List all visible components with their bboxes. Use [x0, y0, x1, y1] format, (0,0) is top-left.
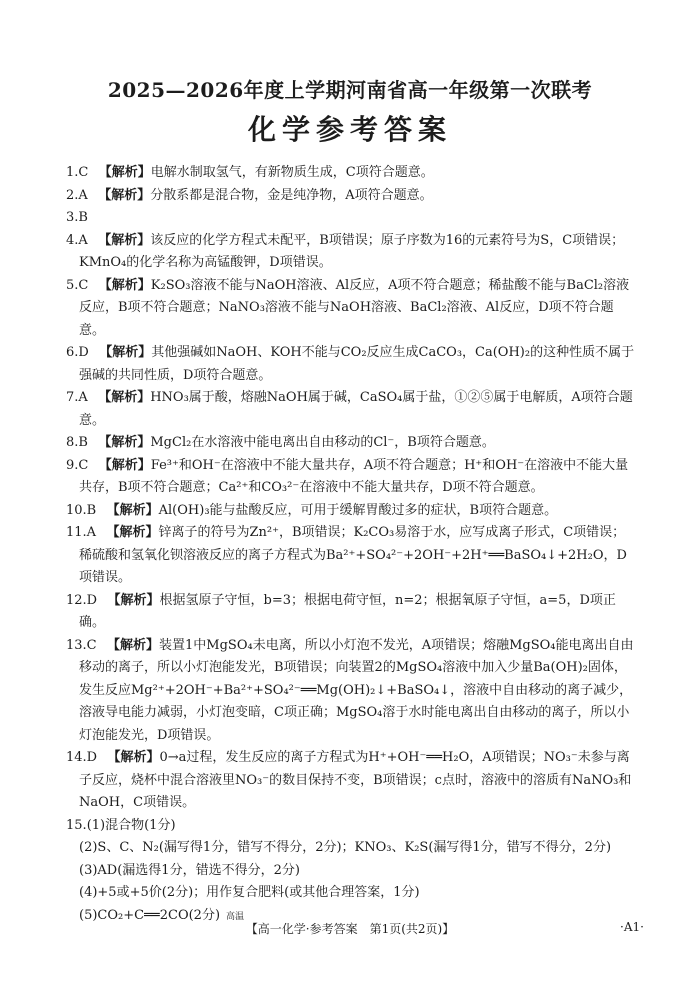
answer-item [66, 815, 636, 838]
answer-text: 锌离子的符号为Zn²⁺，B项错误；K₂CO₃易溶于水，应写成离子形式，C项错误；稀硫酸和氢氧化钡溶液反应的离子方程式为Ba²⁺+SO₄²⁻+2OH⁻+2H⁺══BaSO₄↓+2H₂O，D项错误。 [79, 525, 627, 585]
analysis-tag: 【解析】 [106, 525, 159, 540]
answer-number: 6.D [66, 345, 89, 360]
answer-text: Al(OH)₃能与盐酸反应，可用于缓解胃酸过多的症状，B项符合题意。 [158, 502, 558, 518]
analysis-tag: 【解析】 [107, 750, 160, 765]
analysis-tag: 【解析】 [98, 165, 151, 180]
analysis-tag: 【解析】 [98, 232, 151, 248]
answer-text: HNO₃属于酸，熔融NaOH属于碱，CaSO₄属于盐，①②⑤属于电解质，A项符合题意。 [79, 390, 633, 428]
answer-text: 电解水制取氢气，有新物质生成，C项符合题意。 [150, 165, 434, 180]
answer-number: 7.A [66, 390, 88, 405]
answer-text: (1)混合物(1分) [86, 817, 176, 833]
answer-text: MgCl₂在水溶液中能电离出自由移动的Cl⁻，B项符合题意。 [150, 435, 495, 450]
exam-title: 2025—2026年度上学期河南省高一年级第一次联考 [107, 78, 593, 102]
answer-item [66, 162, 636, 185]
answer-number: 5.C [66, 277, 89, 293]
answer-item [66, 207, 636, 230]
answer-item [66, 590, 636, 635]
answer-text: Fe³⁺和OH⁻在溶液中不能大量共存，A项不符合题意；H⁺和OH⁻在溶液中不能大量共存，B项不符合题意；Ca²⁺和CO₃²⁻在溶液中不能大量共存，D项不符合题意。 [79, 457, 629, 495]
sub-answer: (3)AD(漏选得1分，错选不得分，2分) [79, 862, 300, 878]
page-footer: 【高一化学·参考答案 第1页(共2页)】 [245, 922, 455, 936]
answer-number: 4.A [66, 232, 88, 248]
answer-number: 1.C [66, 165, 89, 180]
answer-number: 12.D [66, 592, 98, 608]
answer-heading: 化学参考答案 [247, 113, 452, 146]
answer-text: 装置1中MgSO₄未电离，所以小灯泡不发光，A项错误；熔融MgSO₄能电离出自由移动的离子，所以小灯泡能发光，B项错误；向装置2的MgSO₄溶液中加入少量Ba(OH)₂固体，发生反应Mg²⁺+2OH⁻+Ba²⁺+SO₄²⁻══Mg(OH)₂↓+BaSO₄↓，溶液中自由移动的离子减少，溶液导电能力减弱，小灯泡变暗，C项正确；MgSO₄溶于水时能电离出自由移动的离子，所以小灯泡能发光，D项错误。 [79, 637, 634, 743]
analysis-tag: 【解析】 [106, 502, 159, 518]
answer-number: 8.B [66, 435, 88, 450]
answer-list [66, 162, 636, 928]
answer-item [66, 500, 636, 523]
answer-item [66, 522, 636, 590]
answer-item [66, 387, 636, 432]
analysis-tag: 【解析】 [107, 592, 160, 608]
reaction-condition: 高温 [226, 911, 245, 922]
answer-number: 14.D [66, 750, 98, 765]
answer-number: 10.B [66, 502, 97, 518]
answer-number: 2.A [66, 187, 88, 203]
answer-text: 该反应的化学方程式未配平，B项错误；原子序数为16的元素符号为S，C项错误；KMnO₄的化学名称为高锰酸钾，D项错误。 [79, 232, 625, 270]
analysis-tag: 【解析】 [98, 457, 151, 473]
answer-number: 9.C [66, 457, 89, 473]
answer-text: K₂SO₃溶液不能与NaOH溶液、Al反应，A项不符合题意；稀盐酸不能与BaCl₂溶液反应，B项不符合题意；NaNO₃溶液不能与NaOH溶液、BaCl₂溶液、Al反应，D项不符合题意。 [79, 277, 630, 338]
answer-number: 11.A [66, 525, 97, 540]
answer-number: 3.B [66, 210, 88, 225]
answer-number: 15. [66, 817, 87, 833]
sub-answer: (4)+5或+5价(2分)；用作复合肥料(或其他合理答案，1分) [79, 885, 420, 900]
equation-text: (5)CO₂+C══2CO(2分) [79, 907, 221, 923]
answer-item [66, 275, 636, 343]
answer-item [66, 635, 636, 748]
analysis-tag: 【解析】 [98, 435, 151, 450]
answer-text: 分散系都是混合物，金是纯净物，A项符合题意。 [150, 187, 433, 203]
answer-number: 13.C [66, 637, 97, 653]
answer-item [66, 342, 636, 387]
answer-item [66, 455, 636, 500]
answer-text: 0→a过程，发生反应的离子方程式为H⁺+OH⁻══H₂O，A项错误；NO₃⁻未参与离子反应，烧杯中混合溶液里NO₃⁻的数目保持不变，B项错误；c点时，溶液中的溶质有NaNO₃和NaOH，C项错误。 [79, 750, 632, 810]
answer-text: 根据氢原子守恒，b=3；根据电荷守恒，n=2；根据氧原子守恒，a=5，D项正确。 [79, 592, 616, 630]
answer-item [66, 432, 636, 455]
analysis-tag: 【解析】 [98, 390, 151, 405]
answer-text: 其他强碱如NaOH、KOH不能与CO₂反应生成CaCO₃，Ca(OH)₂的这种性质不属于强碱的共同性质，D项符合题意。 [79, 345, 635, 383]
analysis-tag: 【解析】 [99, 345, 152, 360]
sub-answer: (2)S、C、N₂(漏写得1分，错写不得分，2分)；KNO₃、K₂S(漏写得1分，错写不得分，2分) [79, 840, 612, 855]
answer-item [66, 747, 636, 815]
analysis-tag: 【解析】 [98, 187, 151, 203]
analysis-tag: 【解析】 [98, 277, 151, 293]
analysis-tag: 【解析】 [107, 637, 160, 653]
answer-item [66, 185, 636, 208]
answer-item [66, 230, 636, 275]
paper-code: ·A1· [620, 920, 644, 934]
